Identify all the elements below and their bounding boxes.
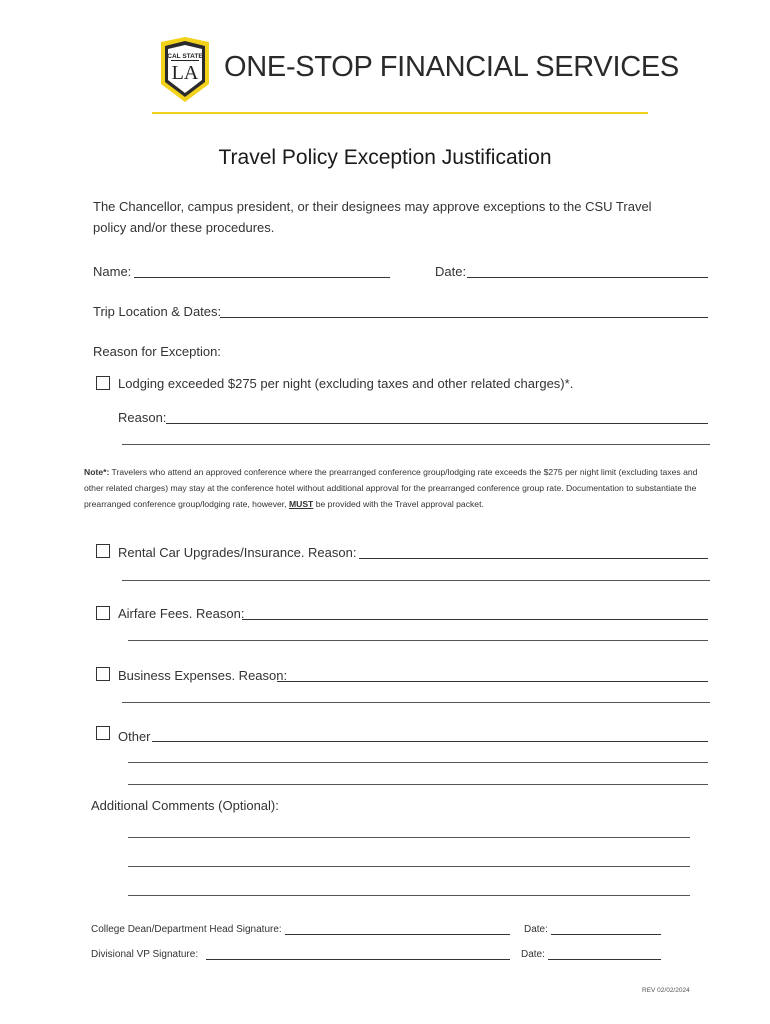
note-text-2: be provided with the Travel approval packet.: [313, 499, 484, 509]
rental-label: Rental Car Upgrades/Insurance. Reason:: [118, 545, 357, 560]
dean-signature-field[interactable]: [285, 934, 510, 935]
vp-signature-field[interactable]: [206, 959, 510, 960]
note-label: Note*:: [84, 467, 110, 477]
date-label: Date:: [435, 264, 467, 279]
comments-line-2[interactable]: [128, 866, 690, 867]
lodging-label: Lodging exceeded $275 per night (excluding taxes and other related charges)*.: [118, 376, 574, 391]
business-checkbox[interactable]: [96, 667, 110, 681]
dean-date-label: Date:: [524, 924, 548, 935]
note-emphasis: MUST: [288, 499, 314, 509]
lodging-reason-field[interactable]: [166, 423, 708, 424]
name-label: Name:: [93, 264, 132, 279]
airfare-label: Airfare Fees. Reason:: [118, 606, 245, 621]
airfare-checkbox[interactable]: [96, 606, 110, 620]
intro-text: The Chancellor, campus president, or their designees may approve exceptions to the CSU Travel policy and/or these procedures.: [93, 199, 652, 235]
rental-checkbox[interactable]: [96, 544, 110, 558]
business-reason-line-2[interactable]: [122, 702, 710, 703]
business-reason-field[interactable]: [277, 681, 708, 682]
logo-main-text: LA: [171, 62, 199, 84]
comments-line-1[interactable]: [128, 837, 690, 838]
name-field[interactable]: [134, 277, 390, 278]
other-checkbox[interactable]: [96, 726, 110, 740]
airfare-reason-line-2[interactable]: [128, 640, 708, 641]
rental-reason-field[interactable]: [359, 558, 708, 559]
lodging-checkbox[interactable]: [96, 376, 110, 390]
other-label: Other: [118, 729, 151, 744]
header-divider: [152, 112, 648, 114]
lodging-reason-line-2[interactable]: [122, 444, 710, 445]
vp-signature-label: Divisional VP Signature:: [91, 949, 199, 960]
form-title: Travel Policy Exception Justification: [218, 146, 552, 169]
reason-for-exception-label: Reason for Exception:: [93, 344, 221, 359]
business-label: Business Expenses. Reason:: [118, 668, 288, 683]
dean-date-field[interactable]: [551, 934, 661, 935]
vp-date-label: Date:: [521, 949, 545, 960]
other-line-2[interactable]: [128, 762, 708, 763]
airfare-reason-field[interactable]: [242, 619, 708, 620]
lodging-reason-label: Reason:: [118, 410, 167, 425]
cal-state-la-logo: [157, 36, 213, 104]
trip-label: Trip Location & Dates:: [93, 304, 222, 319]
rental-reason-line-2[interactable]: [122, 580, 710, 581]
vp-date-field[interactable]: [548, 959, 661, 960]
note-paragraph: [84, 464, 716, 512]
logo-top-text: CAL STATE: [167, 53, 203, 60]
brand-title: ONE-STOP FINANCIAL SERVICES: [224, 51, 679, 83]
other-line-3[interactable]: [128, 784, 708, 785]
other-field[interactable]: [152, 741, 708, 742]
comments-line-3[interactable]: [128, 895, 690, 896]
trip-field[interactable]: [220, 317, 708, 318]
dean-signature-label: College Dean/Department Head Signature:: [91, 924, 282, 935]
note-text-1: Travelers who attend an approved conference where the prearranged conference group/lodging rate exceeds the $275 per night limit (excluding taxes and other related charges) may stay at the conference hotel without additional approval for the prearranged conference group rate. Documentation to substantiate the prearranged conference group/lodging rate, however,: [84, 467, 698, 509]
date-field[interactable]: [467, 277, 708, 278]
revision-text: REV 02/02/2024: [642, 987, 690, 994]
comments-label: Additional Comments (Optional):: [91, 798, 279, 813]
